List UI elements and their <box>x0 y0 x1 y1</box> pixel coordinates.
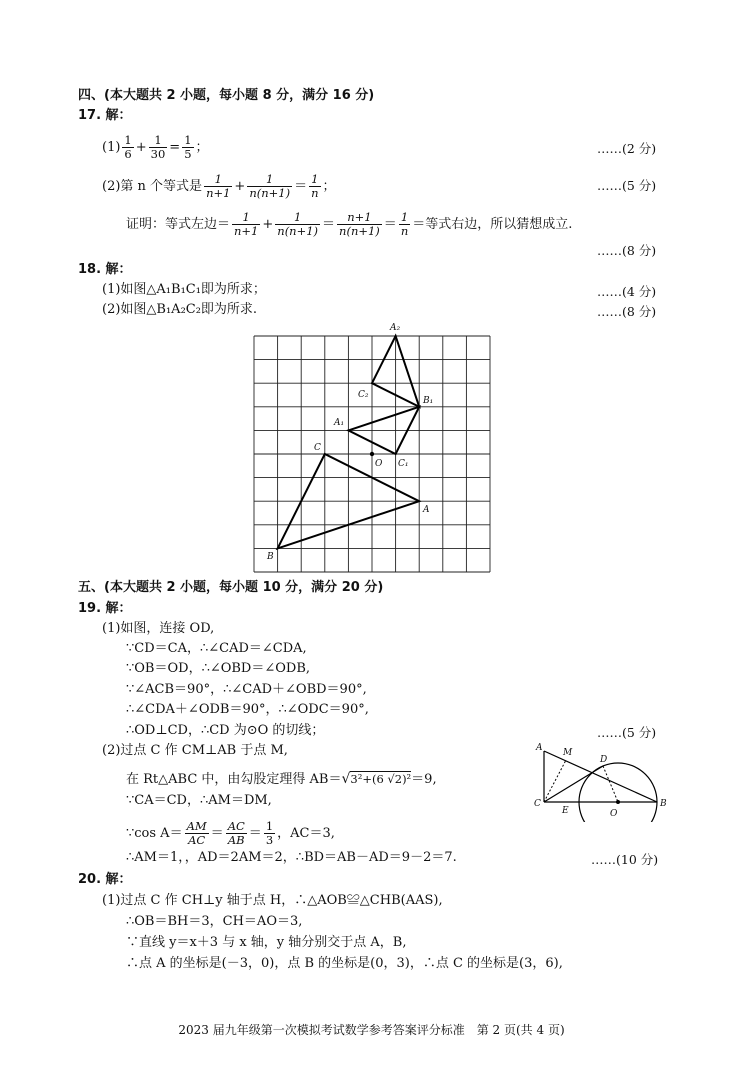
label-a1: A₁ <box>334 418 345 428</box>
q20-line: ∴点 A 的坐标是(－3，0)，点 B 的坐标是(0，3)，∴点 C 的坐标是(3，6), <box>126 956 563 971</box>
fraction: $\frac{1}{n(n+1)}$ <box>249 172 291 200</box>
fraction: $\frac{1}{5}$ <box>184 133 192 161</box>
q19-label: 19. 解： <box>78 601 132 616</box>
q19-p2-line2: 在 Rt△ABC 中，由勾股定理得 AB＝√3²+(6 √2)²＝9, <box>126 771 437 787</box>
q18-line2: (2)如图△B₁A₂C₂即为所求. <box>102 302 258 317</box>
fraction: $\frac{1}{6}$ <box>124 133 132 161</box>
q19-p2-line1: (2)过点 C 作 CM⊥AB 于点 M, <box>102 743 288 758</box>
label-d: D <box>600 755 608 765</box>
label-b: B <box>267 552 274 562</box>
point-o <box>370 452 374 456</box>
q19-line: ∴∠CDA＋∠ODB＝90°，∴∠ODC＝90°, <box>126 702 369 717</box>
q20-line: ∵直线 y＝x＋3 与 x 轴，y 轴分别交于点 A，B, <box>126 935 407 950</box>
point-o <box>616 800 620 804</box>
q17-proof-score: ……(8 分) <box>597 243 657 258</box>
q18-l2-score: ……(8 分) <box>597 304 657 319</box>
q17-label: 17. 解： <box>78 108 132 123</box>
q19-p2-line5: ∴AM＝1，，AD＝2AM＝2，∴BD＝AB－AD＝9－2＝7. <box>126 850 457 865</box>
fraction: $\frac{1}{3}$ <box>265 819 274 847</box>
label-b1: B₁ <box>423 396 434 406</box>
label-a: A <box>536 743 543 753</box>
fraction: $\frac{n+1}{n(n+1)}$ <box>339 210 380 238</box>
q19-line: ∵∠ACB＝90°，∴∠CAD＋∠OBD＝90°, <box>126 682 367 697</box>
label-b: B <box>660 799 667 809</box>
fraction: $\frac{1}{n+1}$ <box>234 210 259 238</box>
section-4-header: 四、(本大题共 2 小题，每小题 8 分，满分 16 分) <box>78 88 375 103</box>
fraction: $\frac{1}{n}$ <box>400 210 409 238</box>
segment-cd <box>544 766 603 802</box>
label-c: C <box>314 443 321 453</box>
q17-p2-score: ……(5 分) <box>597 178 657 193</box>
q19-line: ∴OD⊥CD，∴CD 为⊙O 的切线； <box>126 723 325 738</box>
label-e: E <box>562 806 569 816</box>
section-5-header: 五、(本大题共 2 小题，每小题 10 分，满分 20 分) <box>78 580 384 595</box>
q18-line1: (1)如图△A₁B₁C₁即为所求； <box>102 282 266 297</box>
q19-line: ∵CD＝CA，∴∠CAD＝∠CDA, <box>126 641 307 656</box>
q18-label: 18. 解： <box>78 262 132 277</box>
label-o: O <box>375 459 383 469</box>
q17-part1: (1) $\frac{1}{6}$ + $\frac{1}{30}$ = $\frac{1}{5}$ ； <box>102 133 209 161</box>
label-c: C <box>534 799 541 809</box>
q19-p1-score: ……(5 分) <box>597 725 657 740</box>
fraction: $\frac{1}{n(n+1)}$ <box>277 210 319 238</box>
q20-line: (1)过点 C 作 CH⊥y 轴于点 H，∴△AOB≌△CHB(AAS), <box>102 893 443 908</box>
fraction: $\frac{1}{n}$ <box>311 172 319 200</box>
sqrt-radicand: 3²+(6 √2)² <box>350 772 412 786</box>
q17-p1-score: ……(2 分) <box>597 141 657 156</box>
q18-l1-score: ……(4 分) <box>597 284 657 299</box>
label-o: O <box>610 809 618 819</box>
q19-line: ∵OB＝OD，∴∠OBD＝∠ODB, <box>126 661 311 676</box>
q19-p2-line3: ∵CA＝CD，∴AM＝DM, <box>126 793 272 808</box>
label-a2: A₂ <box>390 323 401 333</box>
fraction: $\frac{1}{30}$ <box>150 133 166 161</box>
q20-label: 20. 解： <box>78 872 132 887</box>
fraction: $\frac{1}{n+1}$ <box>206 172 231 200</box>
label-c2: C₂ <box>358 390 369 400</box>
page-footer: 2023 届九年级第一次模拟考试数学参考答案评分标准 第 2 页(共 4 页) <box>178 1023 565 1037</box>
q19-line: (1)如图，连接 OD, <box>102 621 215 636</box>
q18-grid-figure <box>248 318 498 580</box>
q19-p2-score: ……(10 分) <box>591 852 659 867</box>
q19-circle-figure <box>528 738 678 822</box>
fraction: $\frac{AM}{AC}$ <box>186 819 207 847</box>
label-m: M <box>563 748 573 758</box>
label-c1: C₁ <box>398 459 409 469</box>
q19-p2-line4: ∵cos A＝ $\frac{AM}{AC}$ ＝ $\frac{AC}{AB}$ ＝ $\frac{1}{3}$ ，AC＝3, <box>126 819 335 847</box>
q17-part2: (2)第 n 个等式是 $\frac{1}{n+1}$ + $\frac{1}{n(n+1)}$ ＝ $\frac{1}{n}$ ； <box>102 172 336 200</box>
q20-line: ∴OB＝BH＝3，CH＝AO＝3, <box>126 914 303 929</box>
fraction: $\frac{AC}{AB}$ <box>227 819 245 847</box>
q17-proof: 证明：等式左边＝ $\frac{1}{n+1}$ + $\frac{1}{n(n+1)}$ ＝ $\frac{n+1}{n(n+1)}$ ＝ $\frac{1}{n}$ ＝等式右边，所以猜想成立. <box>126 210 573 238</box>
q17-p1-prefix: (1) <box>102 140 121 155</box>
label-a: A <box>423 505 430 515</box>
